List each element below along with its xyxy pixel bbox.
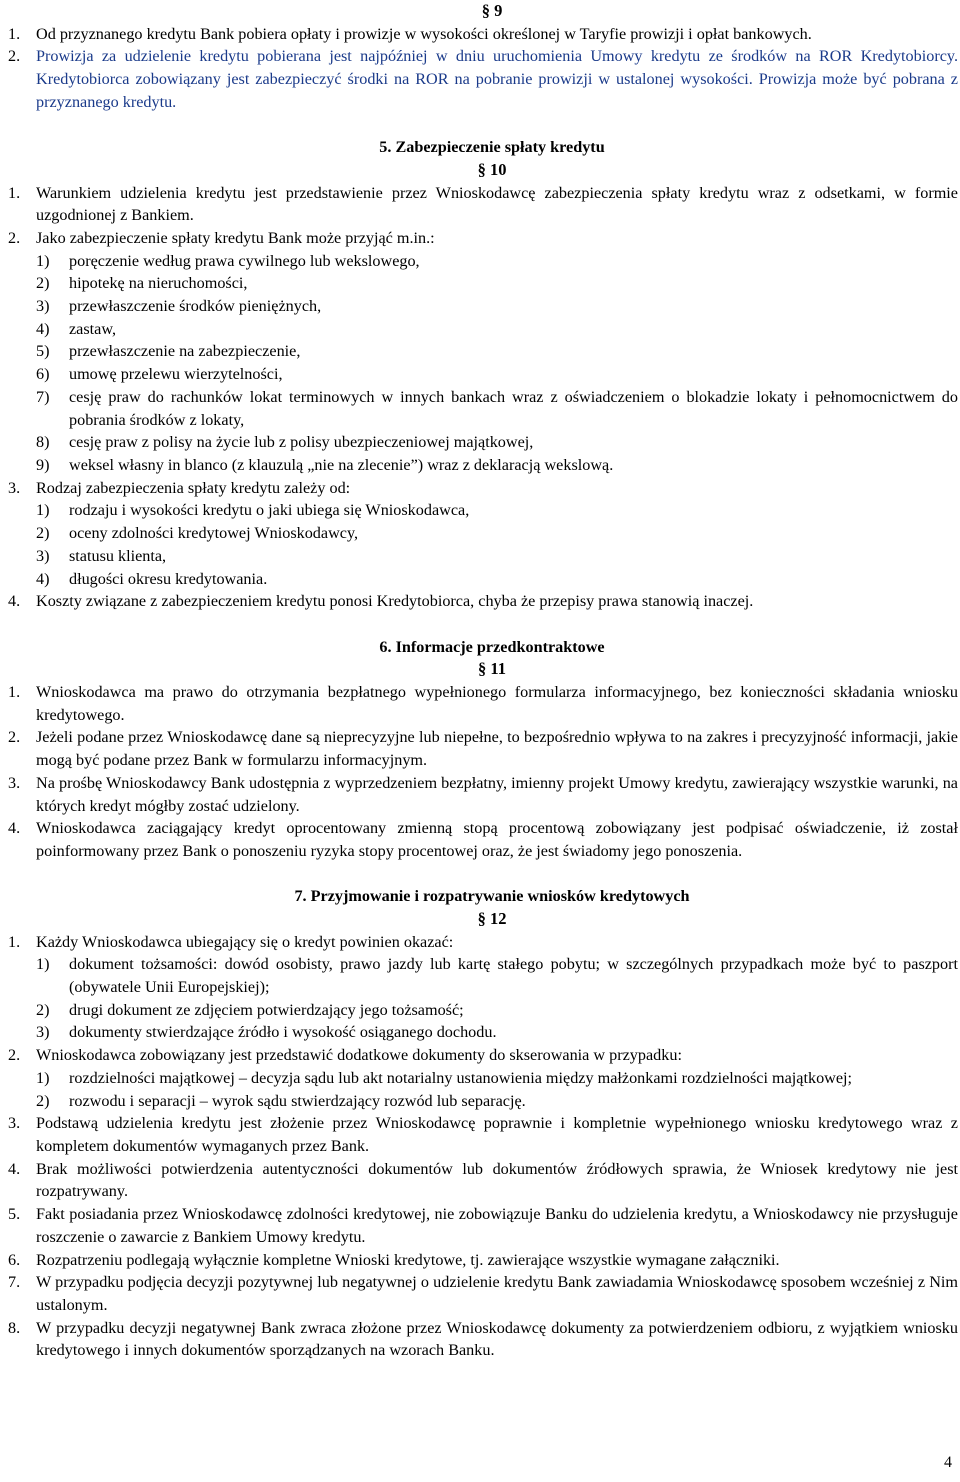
- sub-number: 4): [36, 319, 50, 338]
- item-number: 4.: [8, 592, 21, 611]
- item-number: 1.: [8, 682, 21, 701]
- page-number: 4: [944, 1454, 952, 1471]
- sec10-item-2: [8, 227, 958, 250]
- sec10-sub-item: [8, 318, 958, 341]
- sub-number: 3): [36, 297, 50, 316]
- sec10-item-1: [8, 182, 958, 227]
- item-text: Wnioskodawca zobowiązany jest przedstawić dodatkowe dokumenty do skserowania w przypadku:: [36, 1046, 682, 1065]
- item-text: Prowizja za udzielenie kredytu pobierana jest najpóźniej w dniu uruchomienia Umowy kredytu ze środków na ROR Kredytobiorcy. Kredytobiorca zobowiązany jest zabezpieczyć środki na ROR na pobranie prowizji w ustalonej wysokości. Prowizja może być pobrana z przyznanego kredytu.: [36, 47, 958, 111]
- sub-text: zastaw,: [69, 319, 117, 338]
- paragraph-sign-10: § 10: [477, 159, 507, 179]
- sub-text: cesję praw z polisy na życie lub z polisy ubezpieczeniowej majątkowej,: [69, 433, 534, 452]
- chapter-6-title: 6. Informacje przedkontraktowe: [379, 637, 605, 656]
- sub-text: drugi dokument ze zdjęciem potwierdzający jego tożsamość;: [69, 1000, 464, 1019]
- sec10-sub-item: [8, 272, 958, 295]
- sub-text: umowę przelewu wierzytelności,: [69, 365, 283, 384]
- sub-number: 7): [36, 387, 50, 406]
- item-number: 5.: [8, 1205, 21, 1224]
- spacer: [8, 863, 958, 886]
- paragraph-sign-11: § 11: [478, 659, 506, 679]
- item-text: Rozpatrzeniu podlegają wyłącznie kompletne Wnioski kredytowe, tj. zawierające wszystkie wymagane załączniki.: [36, 1250, 780, 1269]
- sub-text: hipotekę na nieruchomości,: [69, 274, 248, 293]
- sec10-sub-item: [8, 250, 958, 273]
- item-text: Wnioskodawca ma prawo do otrzymania bezpłatnego wypełnionego formularza informacyjnego, bez konieczności składania wniosku kredytowego.: [36, 682, 958, 724]
- item-text: Warunkiem udzielenia kredytu jest przedstawienie przez Wnioskodawcę zabezpieczenia spłaty kredytu wraz z odsetkami, w formie uzgodnionej z Bankiem.: [36, 183, 958, 225]
- sec10-sub-item: [8, 340, 958, 363]
- item-text: Na prośbę Wnioskodawcy Bank udostępnia z wyprzedzeniem bezpłatny, imienny projekt Umowy kredytu, zawierający wszystkie warunki, na których kredyt mógłby zostać udzielony.: [36, 773, 958, 815]
- sec10-sub-item: [8, 568, 958, 591]
- sec11-item-4: [8, 817, 958, 862]
- sub-number: 5): [36, 342, 50, 361]
- sub-number: 8): [36, 433, 50, 452]
- sec12-item-4: [8, 1158, 958, 1203]
- sec11-item-2: [8, 726, 958, 771]
- item-number: 7.: [8, 1273, 21, 1292]
- paragraph-sign-9: § 9: [481, 1, 503, 20]
- item-text: Wnioskodawca zaciągający kredyt oprocentowany zmienną stopą procentową zobowiązany jest podpisać oświadczenie, iż został poinformowany przez Bank o ponoszeniu ryzyka stopy procentowej oraz, że jest świadomy jego ponoszenia.: [36, 819, 958, 860]
- sub-number: 2): [36, 1091, 50, 1110]
- sec12-sub-item: [8, 1067, 958, 1090]
- sub-number: 6): [36, 365, 50, 384]
- sub-text: rozdzielności majątkowej – decyzja sądu lub akt notarialny ustanowienia między małżonkami rozdzielności majątkowej;: [69, 1068, 853, 1087]
- sub-text: poręczenie według prawa cywilnego lub wekslowego,: [69, 251, 420, 270]
- paragraph-sign-12: § 12: [477, 908, 507, 928]
- item-number: 6.: [8, 1250, 21, 1269]
- sub-text: dokument tożsamości: dowód osobisty, prawo jazdy lub kartę stałego pobytu; w szczególnych przypadkach może być to paszport (obywatele Unii Europejskiej);: [69, 955, 958, 997]
- sec10-sub-item: [8, 545, 958, 568]
- sec12-sub-item: [8, 1090, 958, 1113]
- item-number: 1.: [8, 183, 21, 202]
- sec12-item-2: [8, 1044, 958, 1067]
- sec11-item-3: [8, 772, 958, 817]
- spacer: [8, 613, 958, 636]
- item-number: 4.: [8, 1159, 21, 1178]
- sec12-sub-item: [8, 953, 958, 998]
- item-number: 3.: [8, 1114, 21, 1133]
- sec12-sub-item: [8, 999, 958, 1022]
- item-number: 2.: [8, 47, 21, 66]
- sec12-item-5: [8, 1203, 958, 1248]
- item-number: 3.: [8, 478, 21, 497]
- sec12-item-6: [8, 1249, 958, 1272]
- sub-text: rodzaju i wysokości kredytu o jaki ubiega się Wnioskodawca,: [69, 501, 470, 520]
- sub-number: 3): [36, 1023, 50, 1042]
- item-number: 2.: [8, 228, 21, 247]
- item-number: 8.: [8, 1318, 21, 1337]
- sec10-sub-item: [8, 454, 958, 477]
- item-text: W przypadku decyzji negatywnej Bank zwraca złożone przez Wnioskodawcę dokumenty za potwierdzeniem odbioru, z wyjątkiem wniosku kredytowego i innych dokumentów sporządzanych na wzorach Banku.: [36, 1318, 958, 1360]
- sec10-sub-item: [8, 295, 958, 318]
- sec11-item-1: [8, 681, 958, 726]
- item-text: Jeżeli podane przez Wnioskodawcę dane są nieprecyzyjne lub niepełne, to bezpośrednio wpływa to na zakres i precyzyjność informacji, jakie mogą być podane przez Bank w formularzu informacyjnym.: [36, 728, 958, 770]
- sub-number: 1): [36, 251, 50, 270]
- sub-text: długości okresu kredytowania.: [69, 569, 268, 588]
- chapter-7-title: 7. Przyjmowanie i rozpatrywanie wniosków kredytowych: [294, 887, 690, 906]
- document-page: [8, 0, 958, 1362]
- item-number: 1.: [8, 24, 21, 43]
- item-text: Podstawą udzielenia kredytu jest złożenie przez Wnioskodawcę poprawnie i kompletnie wypełnionego wniosku kredytowego wraz z kompletem dokumentów wymaganych przez Bank.: [36, 1114, 958, 1155]
- sec10-sub-item: [8, 499, 958, 522]
- sub-text: dokumenty stwierdzające źródło i wysokość osiąganego dochodu.: [69, 1023, 497, 1042]
- item-text: W przypadku podjęcia decyzji pozytywnej lub negatywnej o udzielenie kredytu Bank zawiadamia Wnioskodawcę sposobem wcześniej z Nim ustalonym.: [36, 1273, 958, 1314]
- chapter-5-title: 5. Zabezpieczenie spłaty kredytu: [379, 138, 605, 157]
- item-number: 4.: [8, 819, 21, 838]
- spacer: [8, 114, 958, 137]
- sec10-sub-item: [8, 431, 958, 454]
- sub-text: weksel własny in blanco (z klauzulą „nie na zlecenie”) wraz z deklaracją wekslową.: [69, 456, 614, 474]
- sub-text: cesję praw do rachunków lokat terminowych w innych bankach wraz z oświadczeniem o blokadzie lokaty i pełnomocnictwem do pobrania środków z lokaty,: [69, 387, 958, 429]
- sec10-sub-item: [8, 522, 958, 545]
- sec10-item-3: [8, 477, 958, 500]
- item-text: Koszty związane z zabezpieczeniem kredytu ponosi Kredytobiorca, chyba że przepisy prawa stanowią inaczej.: [36, 592, 754, 611]
- sec12-item-7: [8, 1271, 958, 1316]
- sub-text: przewłaszczenie na zabezpieczenie,: [69, 342, 301, 361]
- sub-text: przewłaszczenie środków pieniężnych,: [69, 297, 322, 316]
- item-text: Brak możliwości potwierdzenia autentyczności dokumentów lub dokumentów źródłowych sprawia, że Wniosek kredytowy nie jest rozpatrywany.: [36, 1159, 958, 1201]
- sub-number: 2): [36, 274, 50, 293]
- sub-number: 9): [36, 456, 50, 474]
- item-text: Fakt posiadania przez Wnioskodawcę zdolności kredytowej, nie zobowiązuje Banku do udzielenia kredytu, a Wnioskodawcy nie przysługuje roszczenie o zawarcie z Bankiem Umowy kredytu.: [36, 1205, 958, 1246]
- sec12-item-8: [8, 1317, 958, 1362]
- sec10-sub-item: [8, 386, 958, 431]
- sub-number: 1): [36, 501, 50, 520]
- sub-number: 2): [36, 1000, 50, 1019]
- sec9-item-2: [8, 45, 958, 113]
- item-text: Rodzaj zabezpieczenia spłaty kredytu zależy od:: [36, 478, 351, 497]
- sec12-item-3: [8, 1112, 958, 1157]
- item-number: 3.: [8, 773, 21, 792]
- item-number: 1.: [8, 932, 21, 951]
- sec12-item-1: [8, 931, 958, 954]
- sub-text: rozwodu i separacji – wyrok sądu stwierdzający rozwód lub separację.: [69, 1091, 526, 1110]
- item-text: Jako zabezpieczenie spłaty kredytu Bank może przyjąć m.in.:: [36, 228, 435, 247]
- sub-text: statusu klienta,: [69, 546, 167, 565]
- item-text: Od przyznanego kredytu Bank pobiera opłaty i prowizje w wysokości określonej w Taryfie prowizji i opłat bankowych.: [36, 24, 812, 43]
- sec10-sub-item: [8, 363, 958, 386]
- sec10-item-4: [8, 590, 958, 613]
- sub-number: 4): [36, 569, 50, 588]
- item-number: 2.: [8, 1046, 21, 1065]
- sub-number: 1): [36, 955, 50, 974]
- sub-number: 3): [36, 546, 50, 565]
- sec12-sub-item: [8, 1021, 958, 1044]
- item-number: 2.: [8, 728, 21, 747]
- item-text: Każdy Wnioskodawca ubiegający się o kredyt powinien okazać:: [36, 932, 454, 951]
- sub-number: 1): [36, 1068, 50, 1087]
- sec9-item-1: [8, 23, 958, 46]
- sub-text: oceny zdolności kredytowej Wnioskodawcy,: [69, 524, 359, 543]
- sub-number: 2): [36, 524, 50, 543]
